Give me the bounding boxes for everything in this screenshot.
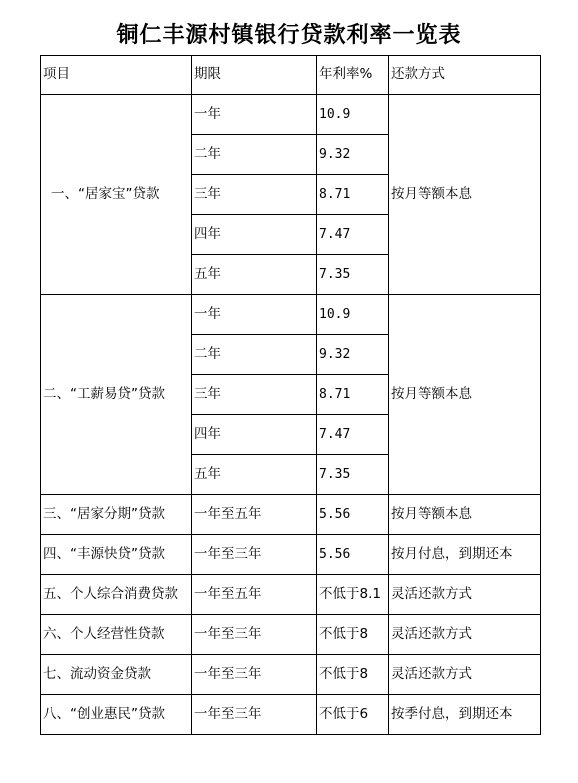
term-cell: 一年至三年 [192,695,317,735]
rate-cell: 不低于6 [317,695,389,735]
loan-rate-table [40,55,541,735]
rate-cell: 7.47 [317,415,389,455]
table-row [41,575,541,615]
product-name: 六、个人经营性贷款 [41,615,192,655]
term-cell: 三年 [192,175,317,215]
table-row [41,295,541,335]
rate-cell: 不低于8 [317,615,389,655]
rate-cell: 10.9 [317,295,389,335]
repayment-cell: 按月等额本息 [389,495,541,535]
term-cell: 一年至三年 [192,535,317,575]
rate-cell: 8.71 [317,175,389,215]
rate-cell: 5.56 [317,495,389,535]
rate-cell: 7.47 [317,215,389,255]
term-cell: 五年 [192,255,317,295]
header-term: 期限 [192,56,317,95]
product-name: 二、“工薪易贷”贷款 [41,295,192,495]
term-cell: 一年至五年 [192,575,317,615]
repayment-cell: 按月等额本息 [389,295,541,495]
table-row [41,535,541,575]
term-cell: 五年 [192,455,317,495]
rate-cell: 不低于8 [317,655,389,695]
term-cell: 四年 [192,415,317,455]
term-cell: 一年至三年 [192,655,317,695]
rate-cell: 7.35 [317,255,389,295]
term-cell: 一年 [192,95,317,135]
repayment-cell: 按季付息，到期还本 [389,695,541,735]
table-row [41,495,541,535]
header-repayment: 还款方式 [389,56,541,95]
table-row [41,695,541,735]
product-name: 七、流动资金贷款 [41,655,192,695]
table-row [41,95,541,135]
table-row [41,655,541,695]
table-row [41,615,541,655]
product-name: 一、“居家宝”贷款 [41,95,192,295]
term-cell: 二年 [192,335,317,375]
term-cell: 四年 [192,215,317,255]
term-cell: 三年 [192,375,317,415]
table-header-row [41,56,541,95]
rate-cell: 9.32 [317,335,389,375]
rate-cell: 7.35 [317,455,389,495]
document-title: 铜仁丰源村镇银行贷款利率一览表 [116,22,462,48]
rate-cell: 5.56 [317,535,389,575]
repayment-cell: 按月付息，到期还本 [389,535,541,575]
rate-cell: 10.9 [317,95,389,135]
product-name: 三、“居家分期”贷款 [41,495,192,535]
product-name: 五、个人综合消费贷款 [41,575,192,615]
term-cell: 一年至三年 [192,615,317,655]
term-cell: 一年至五年 [192,495,317,535]
repayment-cell: 灵活还款方式 [389,575,541,615]
repayment-cell: 按月等额本息 [389,95,541,295]
rate-cell: 8.71 [317,375,389,415]
repayment-cell: 灵活还款方式 [389,655,541,695]
rate-cell: 不低于8.1 [317,575,389,615]
header-rate: 年利率% [317,56,389,95]
product-name: 八、“创业惠民”贷款 [41,695,192,735]
repayment-cell: 灵活还款方式 [389,615,541,655]
product-name: 四、“丰源快贷”贷款 [41,535,192,575]
rate-cell: 9.32 [317,135,389,175]
header-item: 项目 [41,56,192,95]
term-cell: 二年 [192,135,317,175]
term-cell: 一年 [192,295,317,335]
